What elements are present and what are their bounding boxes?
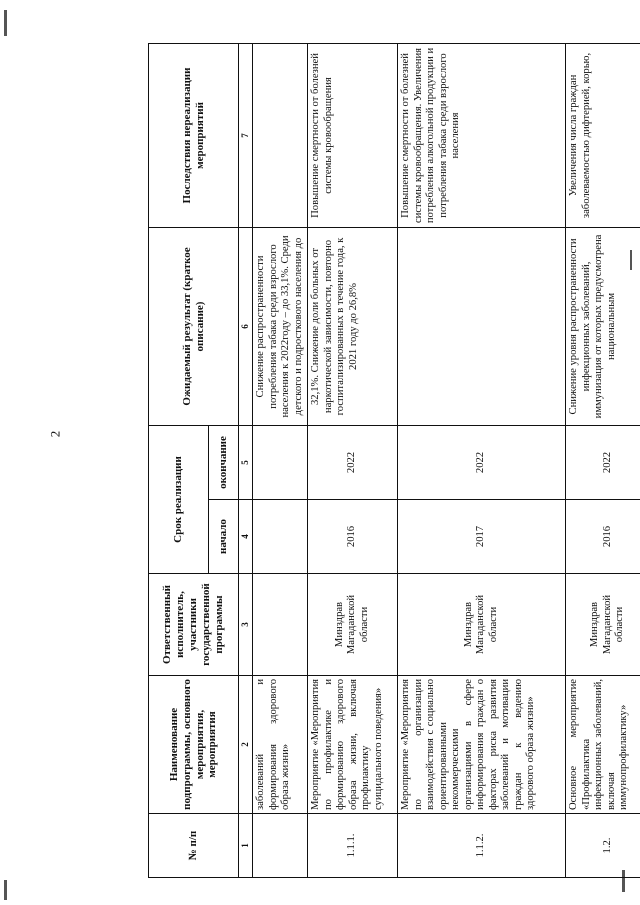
row-start: 2016 [566, 500, 640, 574]
row-name: Мероприятие «Мероприятия по организации взаимодействия с социально ориентированными некоммерческими организациями в сфере информирования граждан о факторах риска развития заболеваний и мотивации граждан к ведению здорового образа жизни» [398, 676, 566, 814]
row-responsible: Минздрав Магаданской области [566, 574, 640, 676]
header-result: Ожидаемый результат (краткое описание) [149, 227, 239, 425]
row-responsible [253, 574, 308, 676]
row-start: 2017 [398, 500, 566, 574]
row-start: 2016 [308, 500, 398, 574]
header-responsible: Ответственный исполнитель, участники государственной программы [149, 574, 239, 676]
table-row [398, 43, 566, 877]
colnum-2: 2 [239, 676, 253, 814]
table-row [308, 43, 398, 877]
row-num: 1.2. [566, 814, 640, 878]
colnum-5: 5 [239, 425, 253, 499]
colnum-3: 3 [239, 574, 253, 676]
row-num: 1.1.1. [308, 814, 398, 878]
scan-mark-bottom-left [4, 880, 7, 900]
header-name: Наименование подпрограммы, основного мероприятия, мероприятия [149, 676, 239, 814]
colnum-1: 1 [239, 814, 253, 878]
row-consequences: Повышение смертности от болезней системы кровообращения [308, 43, 398, 227]
row-end: 2022 [308, 425, 398, 499]
header-term: Срок реализации [149, 425, 209, 573]
row-name: Основное мероприятие «Профилактика инфекционных заболеваний, включая иммунопрофилактику» [566, 676, 640, 814]
row-consequences: Повышение смертности от болезней системы кровообращения. Увеличения потребления алкогольной продукции и потребления табака среди взрослого населения [398, 43, 566, 227]
row-consequences: Увеличения числа граждан заболеваемостью дифтерией, корью, [566, 43, 640, 227]
table-row [253, 43, 308, 877]
header-num: № п/п [149, 814, 239, 878]
row-responsible: Минздрав Магаданской области [308, 574, 398, 676]
row-end: 2022 [398, 425, 566, 499]
row-start [253, 500, 308, 574]
program-measures-table [148, 43, 640, 878]
row-responsible: Минздрав Магаданской области [398, 574, 566, 676]
row-name: заболеваний и формирования здорового образа жизни» [253, 676, 308, 814]
row-result [398, 227, 566, 425]
page-number: 2 [47, 430, 63, 438]
header-row [149, 43, 209, 877]
column-numbers-row [239, 43, 253, 877]
header-start: начало [209, 500, 239, 574]
row-end: 2022 [566, 425, 640, 499]
row-consequences [253, 43, 308, 227]
table-row [566, 43, 640, 877]
colnum-4: 4 [239, 500, 253, 574]
row-result: Снижение распространенности потребления табака среди взрослого населения к 2022году – до 33,1%. Среди детского и подросткового населения до [253, 227, 308, 425]
colnum-7: 7 [239, 43, 253, 227]
row-num: 1.1.2. [398, 814, 566, 878]
row-num [253, 814, 308, 878]
colnum-6: 6 [239, 227, 253, 425]
header-end: окончание [209, 425, 239, 499]
rotated-table-wrapper [148, 44, 629, 878]
scan-mark-top-left [4, 10, 7, 36]
row-name: Мероприятие «Мероприятия по профилактике и формированию здорового образа жизни, включая профилактику суицидального поведения» [308, 676, 398, 814]
row-result: Снижение уровня распространенности инфекционных заболеваний, иммунизация от которых предусмотрена национальным [566, 227, 640, 425]
header-consequences: Последствия нереализации мероприятий [149, 43, 239, 227]
row-end [253, 425, 308, 499]
row-result: 32,1%. Снижение доли больных от наркотической зависимости, повторно госпитализированных в течение года, к 2021 году до 26,8% [308, 227, 398, 425]
